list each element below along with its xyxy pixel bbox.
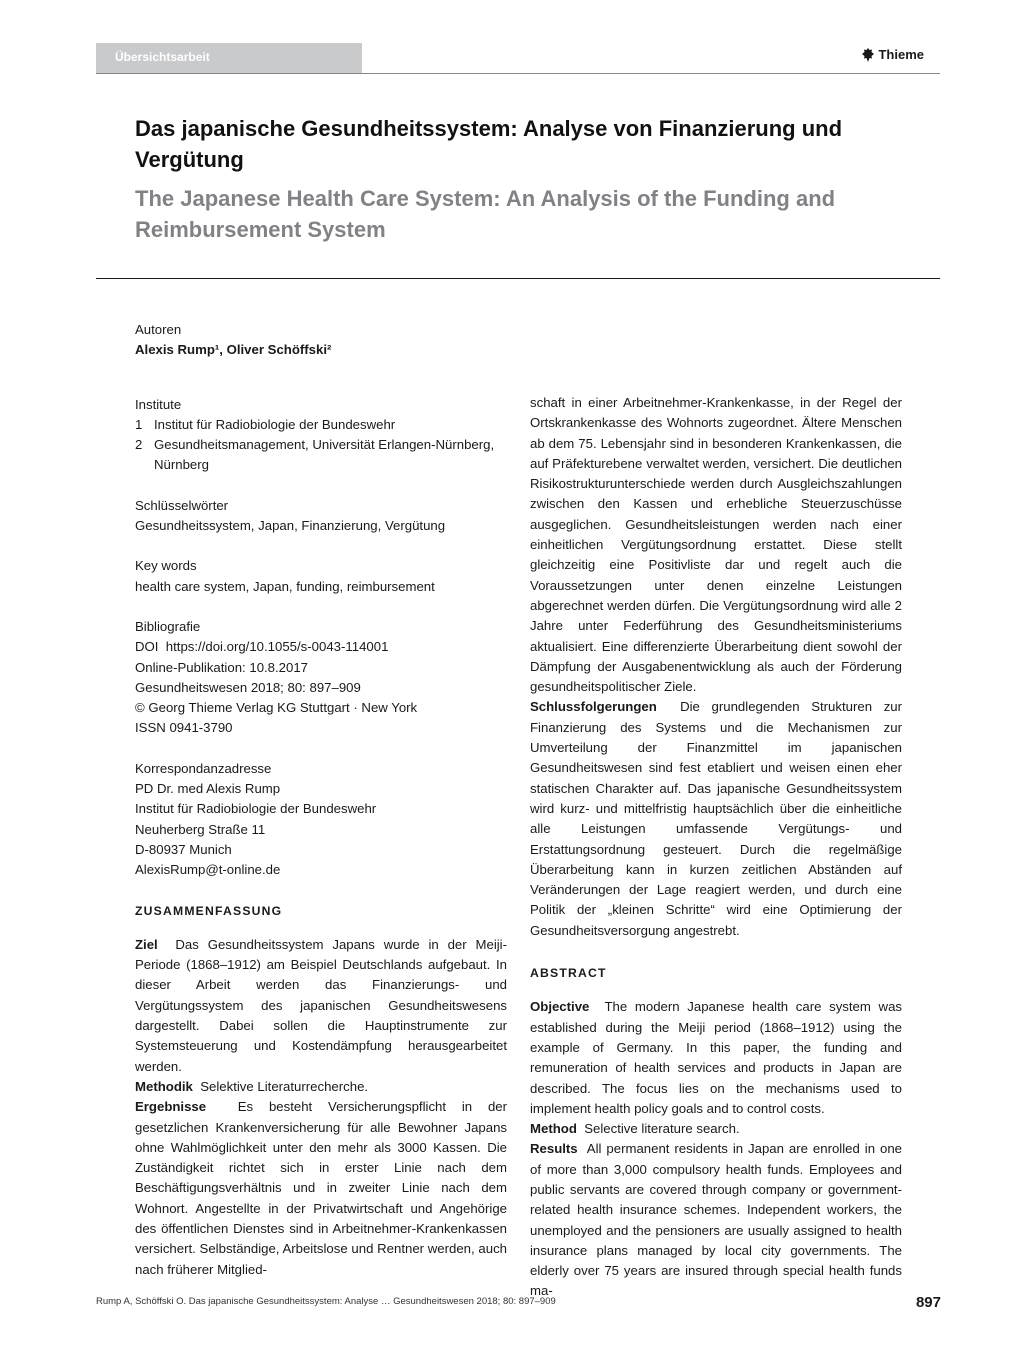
left-column: [135, 320, 507, 1280]
copyright: © Georg Thieme Verlag KG Stuttgart · New York: [135, 700, 418, 716]
doi-link[interactable]: https://doi.org/10.1055/s-0043-114001: [165, 639, 389, 655]
institute-item: [135, 415, 507, 435]
ziel-text: Das Gesundheitssystem Japans wurde in der Meiji-Periode (1868–1912) am Beispiel Deutschlands aufgebaut. In dieser Arbeit werden das Finanzierungs- und Vergütungssystem des japanischen Gesundheitswesens dargestellt. Dabei sollen die Hauptinstrumente zur Systemsteuerung und Kostendämpfung herausgearbeitet werden.: [135, 936, 507, 1074]
results-paragraph: [530, 1139, 902, 1301]
institute-text: Institut für Radiobiologie der Bundeswehr: [154, 416, 396, 432]
abstract-block: [530, 963, 902, 1302]
schluss-paragraph: [530, 697, 902, 941]
abstract-heading: ABSTRACT: [530, 966, 607, 981]
institute-text: Gesundheitsmanagement, Universität Erlangen-Nürnberg, Nürnberg: [154, 437, 495, 473]
publisher-name: Thieme: [878, 47, 924, 62]
institutes-heading: Institute: [135, 396, 182, 412]
correspondence-institution: Institut für Radiobiologie der Bundeswehr: [135, 801, 377, 817]
keywords-de-heading: Schlüsselwörter: [135, 497, 229, 513]
institute-item: [135, 435, 507, 476]
results-label: Results: [530, 1141, 578, 1157]
ziel-label: Ziel: [135, 936, 158, 952]
header-rule: [96, 73, 940, 74]
correspondence-city: D-80937 Munich: [135, 841, 232, 857]
method-text: Selective literature search.: [584, 1121, 740, 1137]
bibliography-block: [135, 617, 507, 739]
doi-line: [135, 637, 507, 657]
institute-number: 2: [135, 437, 143, 453]
zusammenfassung-block: [135, 901, 507, 1280]
authors-heading: Autoren: [135, 322, 182, 337]
keywords-en-heading: Key words: [135, 558, 197, 574]
correspondence-name: PD Dr. med Alexis Rump: [135, 781, 281, 797]
title-rule: [96, 278, 940, 279]
objective-label: Objective: [530, 999, 590, 1015]
ergebnisse-paragraph: [135, 1097, 507, 1280]
method-label: Method: [530, 1121, 577, 1137]
authors-names: Alexis Rump¹, Oliver Schöffski²: [135, 342, 332, 358]
methodik-text: Selektive Literaturrecherche.: [200, 1078, 369, 1094]
correspondence-block: [135, 759, 507, 881]
bibliography-heading: Bibliografie: [135, 618, 201, 634]
issn: ISSN 0941-3790: [135, 720, 233, 736]
ergebnisse-continuation: schaft in einer Arbeitnehmer-Krankenkasse, in der Regel der Ortskrankenkasse des Wohnorts zugeordnet. Ältere Menschen ab dem 75. Lebensjahr sind in besonderen Krankenkassen, die auf Präfekturebene verwaltet werden, versichert. Die deutlichen Risikostrukturunterschiede werden durch Ausgleichszahlungen zwischen den Kassen und erhebliche Steuerzuschüsse ausgeglichen. Gesundheitsleistungen werden nach einer einheitlichen Vergütungsordnung erstattet. Diese stellt gleichzeitig eine Positivliste dar und regelt auch die Voraussetzungen unter denen einzelne Leistungen abgerechnet werden dürfen. Die Vergütungsordnung wird alle 2 Jahre unter Federführung des Gesundheitsministeriums aktualisiert. Eine differenzierte Überarbeitung dient sowohl der Dämpfung der Ausgabenentwicklung als auch der Förderung gesundheitspolitischer Ziele.: [530, 395, 902, 695]
methodik-paragraph: [135, 1077, 507, 1097]
results-text: All permanent residents in Japan are enrolled in one of more than 3,000 compulsory health funds. Employees and public servants are covered through company or government-related health insurance schemes. Independent workers, the unemployed and the pensioners are usually assigned to health insurance plans managed by local city governments. The elderly over 75 years are insured through special health funds ma-: [530, 1141, 902, 1299]
title-german: Das japanische Gesundheitssystem: Analyse von Finanzierung und Vergütung: [135, 116, 843, 172]
objective-paragraph: [530, 997, 902, 1119]
objective-text: The modern Japanese health care system was established during the Meiji period (1868–1912) using the example of Germany. In this paper, the funding and remuneration of health services and products in Japan are described. The focus lies on the mechanisms used to implement health policy goals and to control costs.: [530, 999, 902, 1116]
correspondence-street: Neuherberg Straße 11: [135, 821, 266, 837]
correspondence-heading: Korrespondanzadresse: [135, 760, 272, 776]
methodik-label: Methodik: [135, 1078, 193, 1094]
keywords-de-block: [135, 496, 507, 537]
keywords-en-text: health care system, Japan, funding, reimbursement: [135, 578, 435, 594]
section-label-bar: [96, 43, 362, 73]
footer-citation: Rump A, Schöffski O. Das japanische Gesundheitssystem: Analyse … Gesundheitswesen 2018; 80: 897–909: [96, 1296, 556, 1307]
institutes-block: [135, 395, 507, 476]
ergebnisse-label: Ergebnisse: [135, 1099, 207, 1115]
zusammenfassung-heading: ZUSAMMENFASSUNG: [135, 903, 283, 918]
correspondence-email[interactable]: AlexisRump@t-online.de: [135, 862, 281, 878]
schluss-text: Die grundlegenden Strukturen zur Finanzierung des Systems und die Mechanismen zur Umverteilung der Finanzmittel im japanischen Gesundheitswesen sind fest etabliert und weisen einen eher statischen Charakter auf. Das japanische Gesundheitssystem wird kurz- und mittelfristig hauptsächlich über die einheitliche alle Leistungen umfassende Vergütungs- und Erstattungsordnung gesteuert. Durch die regelmäßige Überarbeitung kann in kurzen zeitlichen Abständen auf Veränderungen der Lage reagiert werden, und durch eine Politik der „kleinen Schritte“ wird eine Optimierung der Gesundheitsversorgung angestrebt.: [530, 699, 903, 938]
right-column: [530, 393, 902, 1302]
journal-citation: Gesundheitswesen 2018; 80: 897–909: [135, 679, 361, 695]
method-paragraph: [530, 1119, 902, 1139]
doi-label: DOI: [135, 639, 159, 655]
online-publication: Online-Publikation: 10.8.2017: [135, 659, 309, 675]
keywords-de-text: Gesundheitssystem, Japan, Finanzierung, Vergütung: [135, 518, 446, 534]
keywords-en-block: [135, 556, 507, 597]
schluss-label: Schlussfolgerungen: [530, 699, 657, 715]
ergebnisse-text: Es besteht Versicherungspflicht in der gesetzlichen Krankenversicherung für alle Bewohner Japans ohne Wahlmöglichkeit unter den mehr als 3000 Kassen. Die Zuständigkeit richtet sich in erster Linie nach dem Beschäftigungsverhältnis und in zweiter Linie nach dem Wohnort. Angestellte in der Privatwirtschaft und Angehörige des öffentlichen Dienstes sind in Arbeitnehmer-Krankenkassen versichert. Selbständige, Arbeitslose und Rentner werden, auch nach früherer Mitglied-: [135, 1099, 507, 1277]
page-number: 897: [915, 1294, 941, 1311]
publisher-logo: [862, 47, 924, 62]
section-label: Übersichtsarbeit: [115, 50, 210, 64]
institute-number: 1: [135, 416, 143, 432]
title-english: The Japanese Health Care System: An Analysis of the Funding and Reimbursement System: [135, 186, 836, 242]
thieme-crest-icon: [862, 48, 874, 62]
ziel-paragraph: [135, 935, 507, 1077]
